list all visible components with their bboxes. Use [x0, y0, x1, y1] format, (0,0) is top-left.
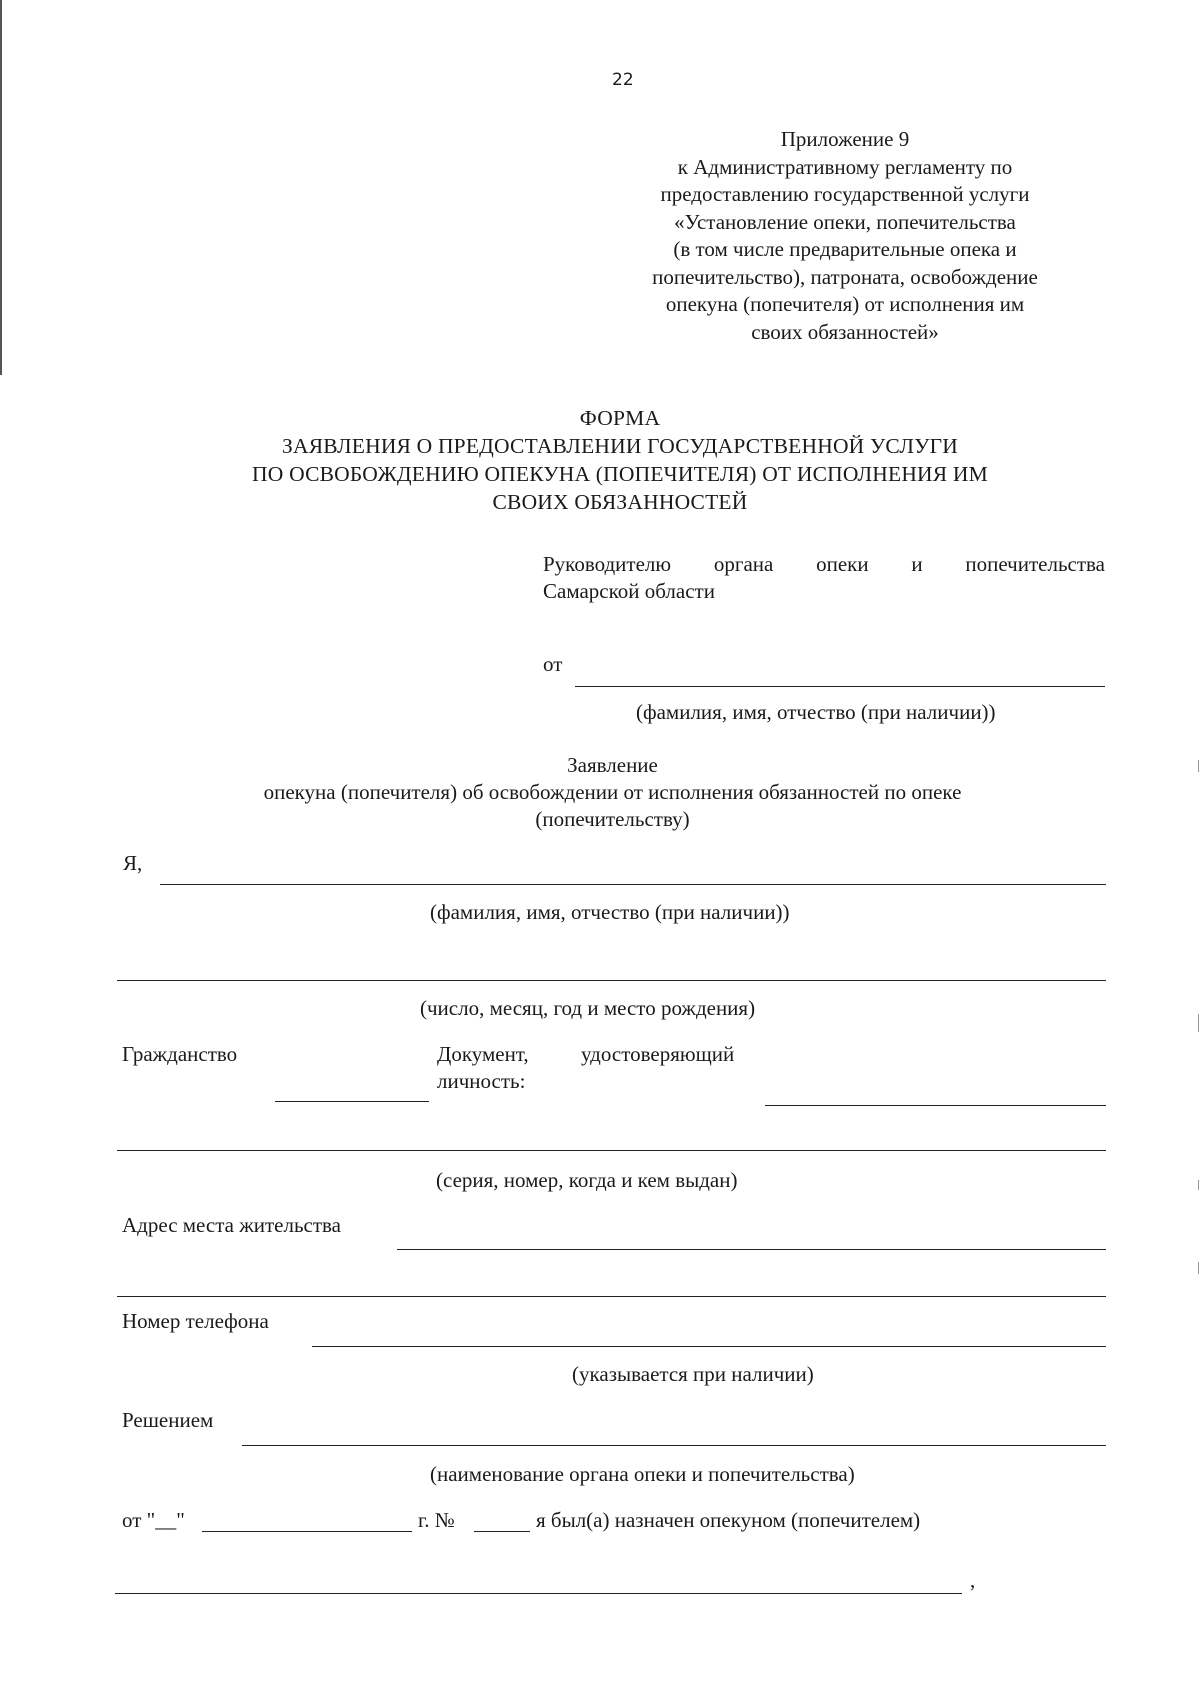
ward-field[interactable] — [115, 1593, 962, 1594]
document-details-hint: (серия, номер, когда и кем выдан) — [436, 1168, 738, 1192]
document-details-field[interactable] — [117, 1150, 1106, 1151]
statement-subheading: опекуна (попечителя) об освобождении от исполнения обязанностей по опеке — [263, 780, 962, 804]
statement-subheading-2: (попечительству) — [535, 807, 690, 831]
annex-line: своих обязанностей» — [751, 319, 939, 344]
address-label: Адрес места жительства — [122, 1213, 341, 1237]
annex-line: опекуна (попечителя) от исполнения им — [665, 292, 1025, 316]
scan-edge — [0, 0, 2, 375]
annex-block — [600, 126, 1090, 346]
annex-line: попечительство), патроната, освобождение — [652, 264, 1038, 289]
phone-field[interactable] — [312, 1346, 1106, 1347]
trailing-comma: , — [970, 1568, 976, 1592]
from-name-field[interactable] — [575, 686, 1105, 687]
scan-mark — [1198, 1262, 1199, 1274]
annex-line: (в том числе предварительные опека и — [673, 237, 1017, 261]
decision-number-field[interactable] — [474, 1531, 530, 1532]
document-type-field[interactable] — [765, 1105, 1106, 1106]
date-month-field[interactable] — [202, 1531, 412, 1532]
scan-mark — [1198, 1180, 1199, 1190]
address-field-2[interactable] — [117, 1296, 1106, 1297]
title-line: ЗАЯВЛЕНИЯ О ПРЕДОСТАВЛЕНИИ ГОСУДАРСТВЕННОЙ УСЛУГИ — [282, 434, 958, 458]
from-name-hint: (фамилия, имя, отчество (при наличии)) — [636, 700, 996, 724]
phone-hint: (указывается при наличии) — [572, 1362, 814, 1386]
applicant-name-field[interactable] — [160, 884, 1106, 885]
title-line: СВОИХ ОБЯЗАННОСТЕЙ — [492, 490, 748, 514]
annex-line: «Установление опеки, попечительства — [674, 209, 1016, 234]
title-line: ФОРМА — [579, 406, 661, 430]
decision-label: Решением — [122, 1408, 214, 1432]
document-label-1: Документ, — [437, 1042, 529, 1066]
document-label-2: удостоверяющий — [581, 1042, 735, 1066]
document-label-3: личность: — [437, 1069, 526, 1093]
annex-line: к Административному регламенту по — [677, 154, 1013, 179]
appointed-text: я был(а) назначен опекуном (попечителем) — [536, 1508, 921, 1532]
phone-label: Номер телефона — [122, 1309, 269, 1333]
addressee-block — [543, 551, 1105, 605]
applicant-name-hint: (фамилия, имя, отчество (при наличии)) — [430, 900, 790, 924]
birth-info-field[interactable] — [117, 980, 1106, 981]
birth-info-hint: (число, месяц, год и место рождения) — [420, 996, 756, 1020]
title-line: ПО ОСВОБОЖДЕНИЮ ОПЕКУНА (ПОПЕЧИТЕЛЯ) ОТ ИСПОЛНЕНИЯ ИМ — [252, 462, 988, 486]
scan-mark — [1198, 1014, 1199, 1032]
statement-heading: Заявление — [567, 753, 658, 777]
scan-mark — [1198, 760, 1199, 772]
addressee-line-1: Руководителю органа опеки и попечительства — [543, 552, 1105, 576]
annex-line: предоставлению государственной услуги — [660, 182, 1030, 206]
citizenship-field[interactable] — [275, 1101, 429, 1102]
page-number: 22 — [612, 70, 634, 90]
from-label: от — [543, 652, 563, 676]
date-prefix: от "__" — [122, 1508, 185, 1532]
annex-line: Приложение 9 — [780, 127, 910, 151]
decision-authority-hint: (наименование органа опеки и попечительства) — [430, 1462, 855, 1486]
i-label: Я, — [123, 851, 143, 875]
statement-heading-block — [150, 752, 1075, 833]
addressee-line-2: Самарской области — [543, 579, 715, 603]
decision-authority-field[interactable] — [242, 1445, 1106, 1446]
year-number-label: г. № — [418, 1508, 455, 1532]
citizenship-label: Гражданство — [122, 1042, 238, 1066]
form-title — [150, 404, 1090, 516]
address-field[interactable] — [397, 1249, 1106, 1250]
